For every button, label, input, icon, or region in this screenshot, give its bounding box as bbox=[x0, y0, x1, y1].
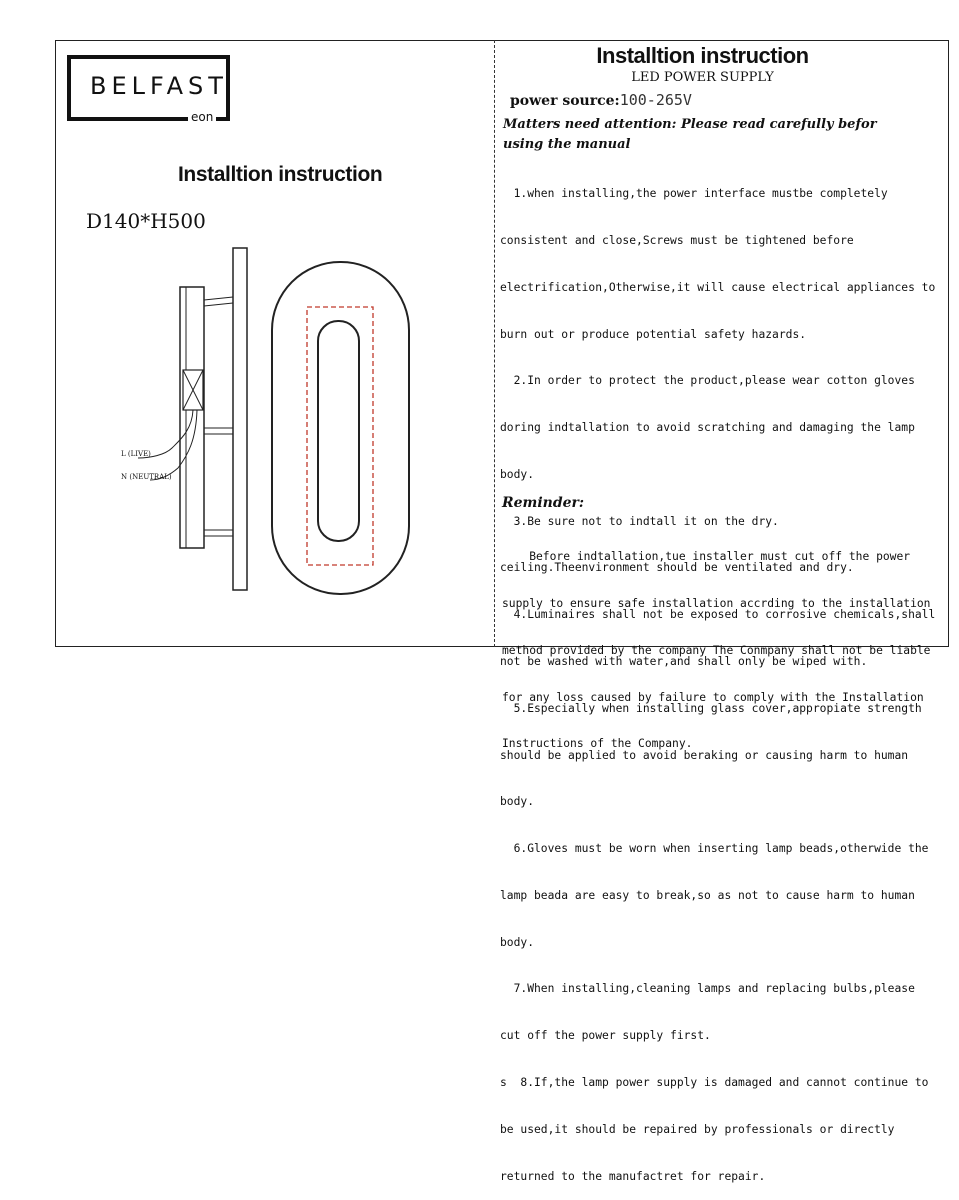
right-title: Installtion instruction bbox=[596, 43, 809, 68]
instruction-line: should be applied to avoid beraking or causing harm to human bbox=[500, 748, 909, 762]
instruction-line: 7.When installing,cleaning lamps and replacing bulbs,please bbox=[500, 982, 915, 996]
reminder-line: method provided by the company The Conmpany shall not be liable bbox=[502, 643, 931, 657]
reminder-heading: Reminder: bbox=[502, 495, 585, 511]
instruction-line: body. bbox=[500, 935, 535, 949]
instruction-line: 2.In order to protect the product,please wear cotton gloves bbox=[500, 374, 915, 388]
instruction-line: 4.Luminaires shall not be exposed to corrosive chemicals,shall bbox=[500, 608, 936, 622]
lamp-drawing bbox=[100, 240, 420, 600]
brand-name: BELFAST bbox=[90, 72, 228, 100]
left-title: Installtion instruction bbox=[178, 163, 383, 186]
dimensions-label: D140*H500 bbox=[86, 209, 206, 233]
instruction-line: 1.when installing,the power interface mustbe completely bbox=[500, 187, 888, 201]
instruction-line: body. bbox=[500, 795, 535, 809]
power-source-value: 100-265V bbox=[619, 91, 692, 109]
instruction-line: be used,it should be repaired by professionals or directly bbox=[500, 1122, 895, 1136]
instruction-line: 6.Gloves must be worn when inserting lamp beads,otherwide the bbox=[500, 842, 929, 856]
side-wall-plate bbox=[233, 248, 247, 590]
instruction-line: body. bbox=[500, 467, 535, 481]
instruction-line: ceiling.Theenvironment should be ventilated and dry. bbox=[500, 561, 854, 575]
instruction-line: electrification,Otherwise,it will cause electrical appliances to bbox=[500, 280, 936, 294]
matters-heading: Matters need attention: Please read carefully befor using the manual bbox=[503, 117, 877, 152]
page-divider bbox=[494, 40, 495, 647]
reminder-line: Before indtallation,tue installer must cut off the power bbox=[502, 550, 911, 564]
instruction-line: 5.Especially when installing glass cover,appropiate strength bbox=[500, 701, 922, 715]
neutral-wire-label: N (NEUTRAL) bbox=[121, 473, 172, 481]
instruction-line: burn out or produce potential safety hazards. bbox=[500, 327, 807, 341]
live-wire-label: L (LIVE) bbox=[121, 450, 151, 458]
reminder-line: Instructions of the Company. bbox=[502, 737, 693, 751]
bracket-line bbox=[204, 303, 233, 306]
instruction-line: consistent and close,Screws must be tightened before bbox=[500, 233, 854, 247]
reminder-line: supply to ensure safe installation accrding to the installation bbox=[502, 596, 931, 610]
brand-subname: eon bbox=[188, 111, 216, 123]
front-inner-slot bbox=[318, 321, 359, 541]
instruction-line: s 8.If,the lamp power supply is damaged and cannot continue to bbox=[500, 1076, 929, 1090]
reminder-text bbox=[500, 518, 936, 768]
instruction-line: lamp beada are easy to break,so as not to cause harm to human bbox=[500, 888, 915, 902]
instruction-line: doring indtallation to avoid scratching and damaging the lamp bbox=[500, 421, 915, 435]
instruction-line: not be washed with water,and shall only be wiped with. bbox=[500, 655, 868, 668]
power-source bbox=[510, 91, 692, 109]
reminder-line: for any loss caused by failure to comply with the Installation bbox=[502, 690, 924, 704]
power-source-label: power source: bbox=[510, 93, 620, 109]
bracket-line bbox=[204, 297, 233, 300]
instruction-line: cut off the power supply first. bbox=[500, 1029, 711, 1043]
right-subtitle: LED POWER SUPPLY bbox=[631, 70, 774, 85]
instruction-line: 3.Be sure not to indtall it on the dry. bbox=[500, 514, 779, 528]
instruction-line: returned to the manufactret for repair. bbox=[500, 1169, 766, 1183]
